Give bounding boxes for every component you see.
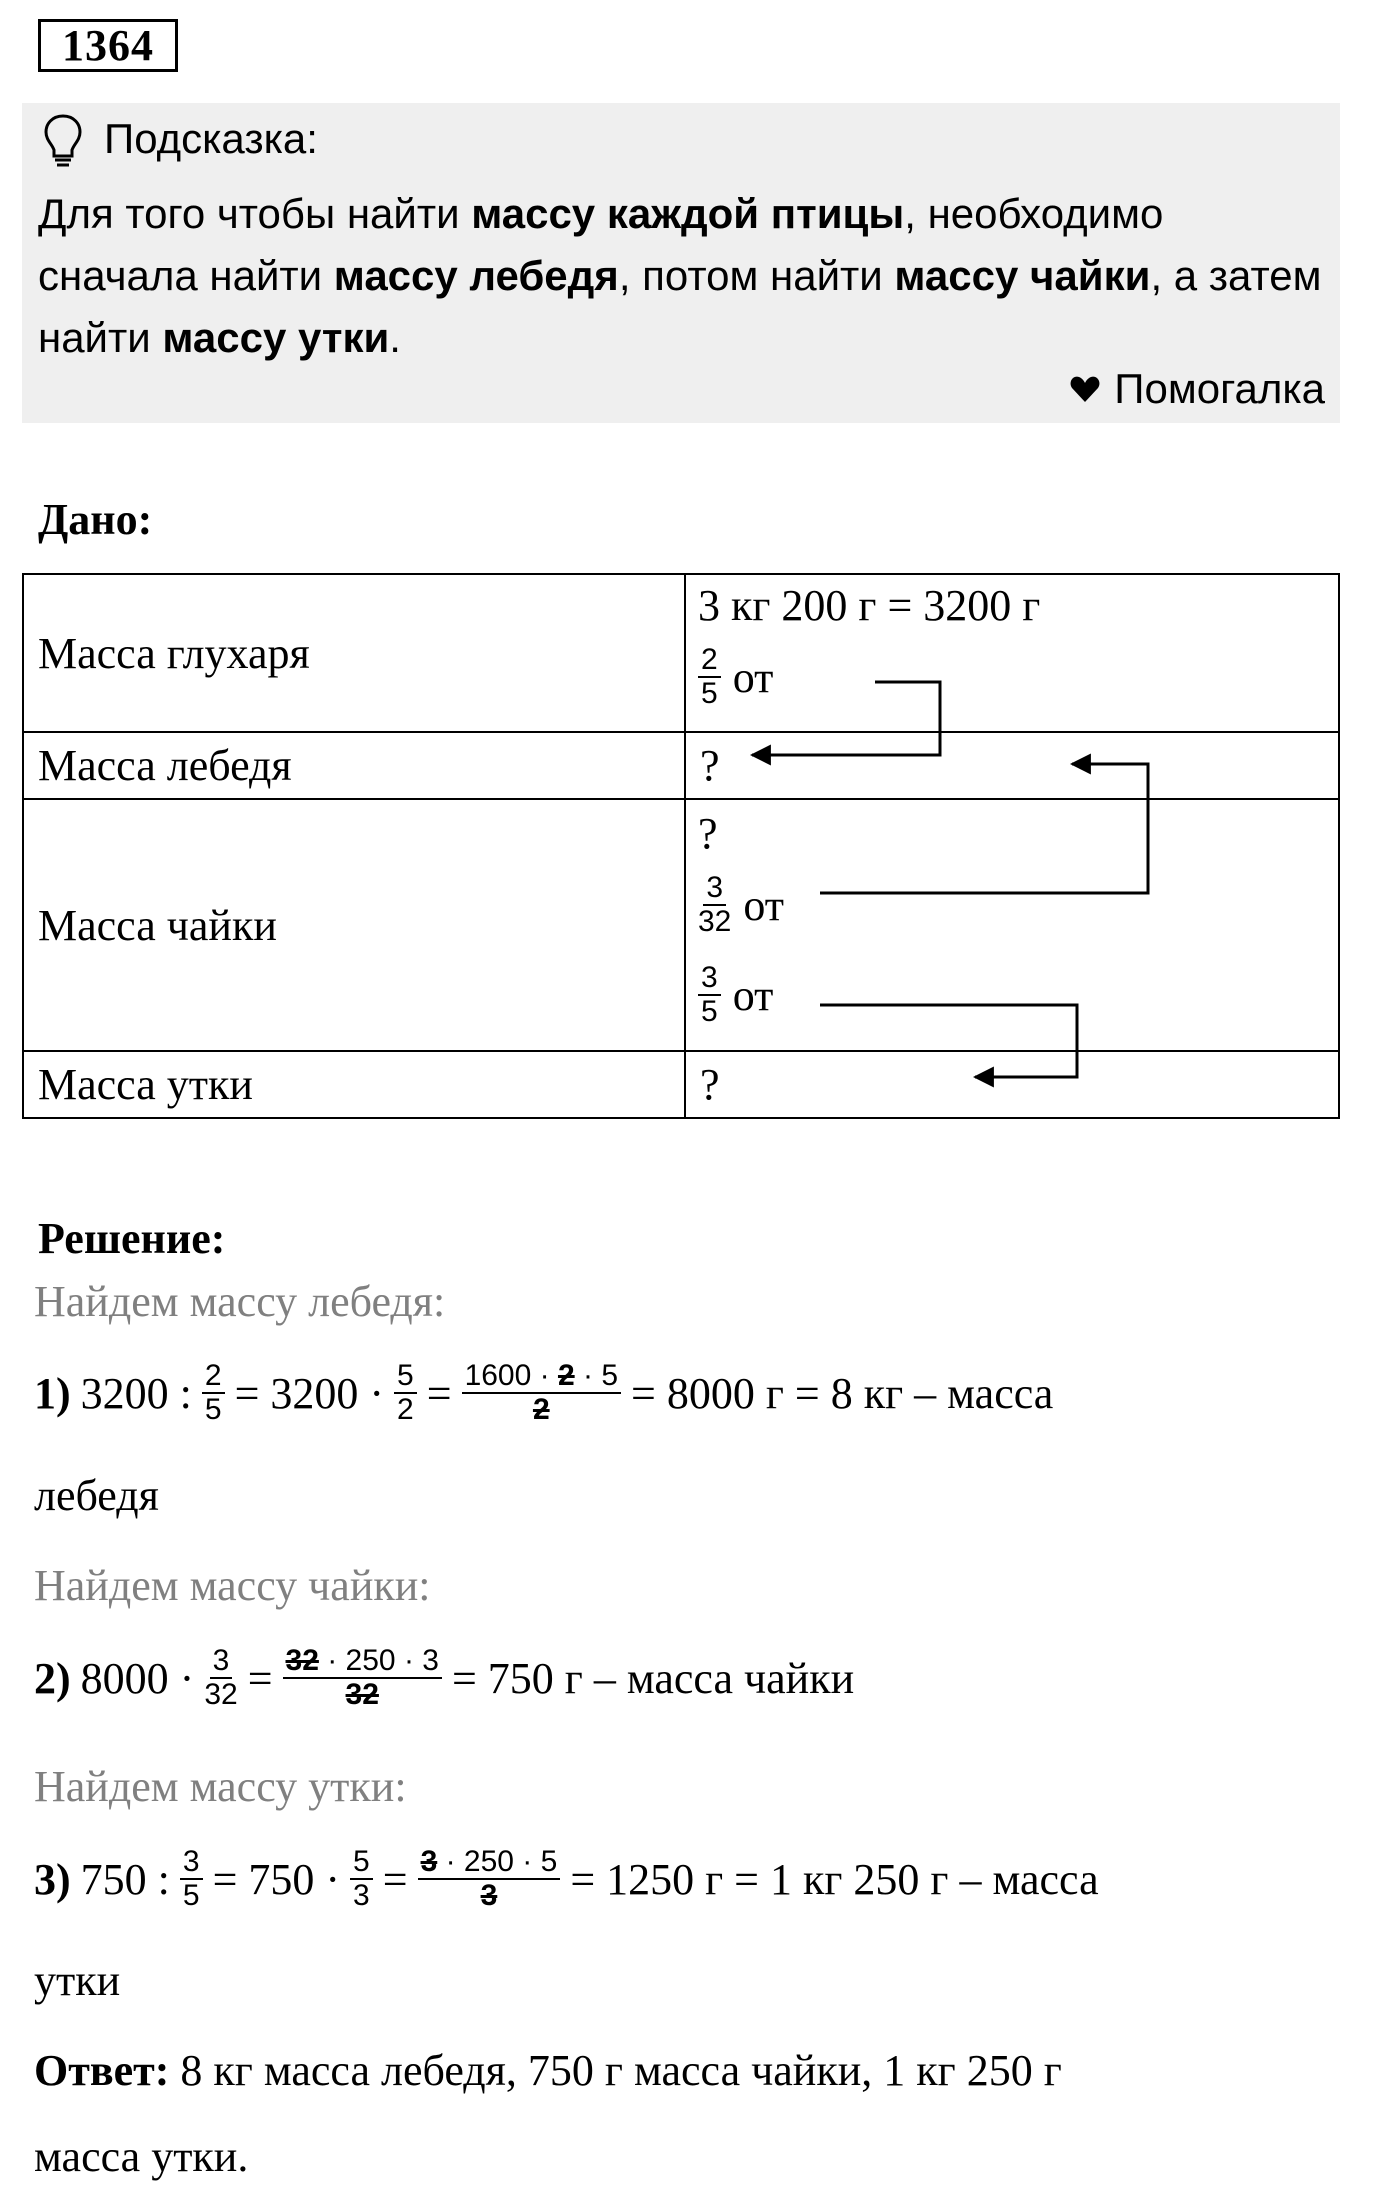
expr: = — [247, 1653, 273, 1703]
row-label: Масса утки — [23, 1051, 685, 1118]
brand-label — [1070, 365, 1325, 413]
step3-continuation: утки — [34, 1956, 121, 2005]
frac-num: 3 — [180, 1846, 203, 1880]
frac-num: 3 — [703, 872, 726, 906]
frac-num: 32 · 250 · 3 — [283, 1645, 442, 1679]
step1-line — [34, 1360, 1053, 1426]
step-number: 3) — [34, 1854, 71, 1904]
step2-line — [34, 1645, 854, 1711]
gull-mass-value: ? — [698, 809, 718, 858]
frac-den: 32 — [204, 1678, 238, 1711]
frac-den: 3 — [480, 1879, 498, 1912]
lightbulb-icon — [42, 113, 84, 169]
frac-num: 3 · 250 · 5 — [418, 1846, 561, 1880]
row-label: Масса лебедя — [23, 732, 685, 799]
frac-num: 3 — [698, 962, 721, 996]
frac-num: 5 — [350, 1846, 373, 1880]
answer-text: 8 кг масса лебедя, 750 г масса чайки, 1 кг 250 г — [169, 2046, 1062, 2095]
step-number: 2) — [34, 1653, 71, 1703]
table-row — [23, 574, 1339, 732]
frac-den: 32 — [698, 905, 732, 938]
frac-num: 2 — [202, 1360, 225, 1394]
frac-den: 2 — [532, 1393, 550, 1426]
ot-label: от — [743, 880, 785, 930]
duck-fraction — [698, 962, 773, 1028]
grouse-mass-value: 3 кг 200 г = 3200 г — [698, 581, 1041, 630]
frac-den: 2 — [397, 1393, 414, 1426]
row-label: Масса глухаря — [23, 574, 685, 732]
answer-line — [34, 2045, 1062, 2096]
step3-line — [34, 1846, 1099, 1912]
grouse-fraction — [698, 644, 773, 710]
gull-fraction — [698, 872, 784, 938]
frac-num: 1600 · 2 · 5 — [462, 1360, 621, 1394]
given-heading: Дано: — [38, 495, 153, 544]
step-number: 1) — [34, 1368, 71, 1418]
heart-icon — [1070, 375, 1100, 403]
frac-den: 5 — [182, 1879, 200, 1912]
expr: = 8000 г = 8 кг – масса — [631, 1368, 1054, 1418]
frac-den: 5 — [701, 995, 718, 1028]
table-row — [23, 799, 1339, 1051]
frac-den: 32 — [345, 1678, 379, 1711]
table-row — [23, 1051, 1339, 1118]
table-row — [23, 732, 1339, 799]
row-value: ? — [685, 732, 1339, 799]
expr: = 750 · — [212, 1854, 341, 1904]
expr: = 3200 · — [234, 1368, 385, 1418]
expr: = 750 г – масса чайки — [451, 1653, 855, 1703]
solution-heading: Решение: — [38, 1214, 226, 1263]
frac-den: 5 — [701, 677, 718, 710]
row-label: Масса чайки — [23, 799, 685, 1051]
step3-caption: Найдем массу утки: — [34, 1762, 407, 1811]
hint-text: Для того чтобы найти массу каждой птицы, необходимо сначала найти массу лебедя, потом найти массу чайки, а затем найти массу утки. — [38, 190, 1322, 361]
brand-name: Помогалка — [1114, 365, 1325, 412]
hint-title: Подсказка: — [104, 115, 318, 162]
expr: 8000 · — [80, 1653, 195, 1703]
frac-num: 5 — [394, 1360, 417, 1394]
expr: = 1250 г = 1 кг 250 г – масса — [570, 1854, 1099, 1904]
step1-caption: Найдем массу лебедя: — [34, 1277, 446, 1326]
given-table — [22, 573, 1340, 1119]
frac-den: 3 — [353, 1879, 370, 1912]
step1-continuation: лебедя — [34, 1471, 159, 1520]
frac-num: 2 — [698, 644, 721, 678]
expr: 750 : — [80, 1854, 170, 1904]
frac-den: 5 — [204, 1393, 222, 1426]
row-value: ? — [685, 1051, 1339, 1118]
step2-caption: Найдем массу чайки: — [34, 1561, 431, 1610]
ot-label: от — [732, 970, 774, 1020]
expr: 3200 : — [80, 1368, 192, 1418]
frac-num: 3 — [210, 1645, 233, 1679]
ot-label: от — [732, 652, 774, 702]
answer-label: Ответ: — [34, 2046, 170, 2095]
answer-continuation: масса утки. — [34, 2132, 249, 2181]
problem-number: 1364 — [38, 19, 178, 72]
expr: = — [382, 1854, 408, 1904]
expr: = — [426, 1368, 452, 1418]
